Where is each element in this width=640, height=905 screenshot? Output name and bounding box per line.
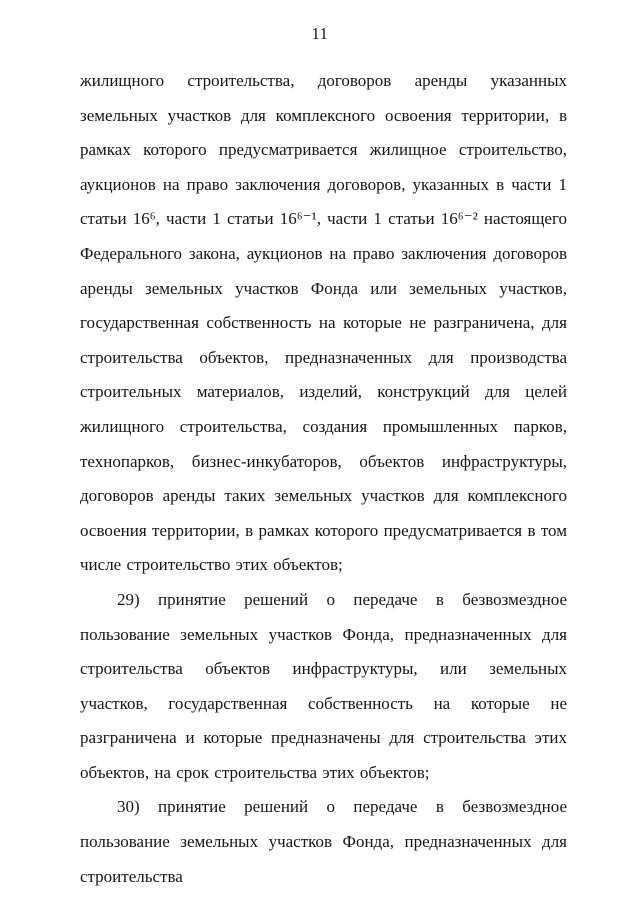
paragraph-item-30: 30) принятие решений о передаче в безвозмездное пользование земельных участков Фонда, предназначенных для строительства <box>80 797 567 886</box>
page-number: 11 <box>311 24 329 43</box>
paragraph-continuation: жилищного строительства, договоров аренды указанных земельных участков для комплексного освоения территории, в рамках которого предусматривается жилищное строительство, аукционов на право заключения договоров, указанных в части 1 статьи 16⁶, части 1 статьи 16⁶⁻¹, части 1 статьи 16⁶⁻² настоящего Федерального закона, аукционов на право заключения договоров аренды земельных участков Фонда или земельных участков, государственная собственность на которые не разграничена, для строительства объектов, предназначенных для производства строительных материалов, изделий, конструкций для целей жилищного строительства, создания промышленных парков, технопарков, бизнес-инкубаторов, объектов инфраструктуры, договоров аренды таких земельных участков для комплексного освоения территории, в рамках которого предусматривается в том числе строительство этих объектов; <box>80 71 567 575</box>
paragraph-item-29: 29) принятие решений о передаче в безвозмездное пользование земельных участков Фонда, предназначенных для строительства объектов инфраструктуры, или земельных участков, государственная собственность на которые не разграничена и которые предназначены для строительства этих объектов, на срок строительства этих объектов; <box>80 589 567 782</box>
document-body <box>80 64 567 894</box>
